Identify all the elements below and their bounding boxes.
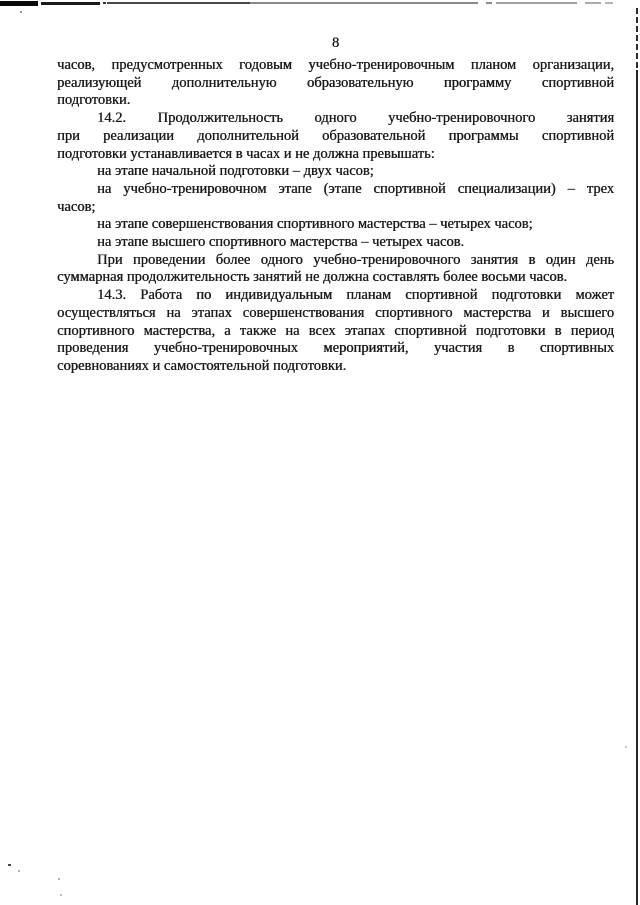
text-line: 14.3. Работа по индивидуальным планам спортивной подготовки может (97, 287, 614, 304)
scan-speck (20, 11, 22, 13)
scan-edge-right (636, 70, 638, 905)
scan-edge-top-segment (486, 2, 492, 4)
text-line: При проведении более одного учебно-тренировочного занятия в один день (97, 251, 614, 268)
text-line: при реализации дополнительной образовательной программы спортивной (57, 127, 614, 144)
scan-edge-top-segment (250, 2, 478, 4)
scan-edge-right (636, 8, 638, 70)
text-line: подготовки устанавливается в часах и не должна превышать: (57, 145, 435, 162)
text-line: часов, предусмотренных годовым учебно-тренировочным планом организации, (57, 57, 614, 73)
text-line: на этапе начальной подготовки – двух часов; (97, 163, 374, 180)
scan-speck (8, 864, 11, 866)
text-line: суммарная продолжительность занятий не должна составлять более восьми часов. (57, 269, 568, 286)
text-line: осуществляться на этапах совершенствования спортивного мастерства и высшего (57, 304, 614, 321)
scan-speck (18, 870, 20, 872)
scan-edge-top-segment (585, 2, 601, 4)
text-line: спортивного мастерства, а также на всех этапах спортивной подготовки в период (57, 322, 614, 339)
page-number: 8 (331, 35, 340, 51)
scan-speck (58, 878, 60, 880)
scan-edge-top-segment (103, 2, 106, 4)
text-line: проведения учебно-тренировочных мероприятий, участия в спортивных (57, 340, 614, 357)
document-text (57, 57, 614, 376)
scan-edge-top-segment (496, 2, 577, 4)
scan-speck (625, 746, 627, 748)
text-line: на учебно-тренировочном этапе (этапе спортивной специализации) – трех (97, 180, 614, 197)
text-line: 14.2. Продолжительность одного учебно-тренировочного занятия (97, 110, 614, 127)
scan-edge-top-segment (107, 2, 250, 4)
text-line: подготовки. (57, 92, 131, 109)
scan-edge-top-segment (605, 2, 613, 4)
text-line: на этапе высшего спортивного мастерства – четырех часов. (97, 234, 465, 251)
text-line: часов; (57, 198, 96, 215)
scan-speck (60, 894, 62, 896)
scan-edge-top-segment (0, 1, 38, 6)
text-line: реализующей дополнительную образовательную программу спортивной (57, 74, 614, 91)
text-line: на этапе совершенствования спортивного мастерства – четырех часов; (97, 216, 533, 233)
scan-edge-top-segment (41, 2, 100, 5)
text-line: соревнованиях и самостоятельной подготовки. (57, 357, 347, 374)
